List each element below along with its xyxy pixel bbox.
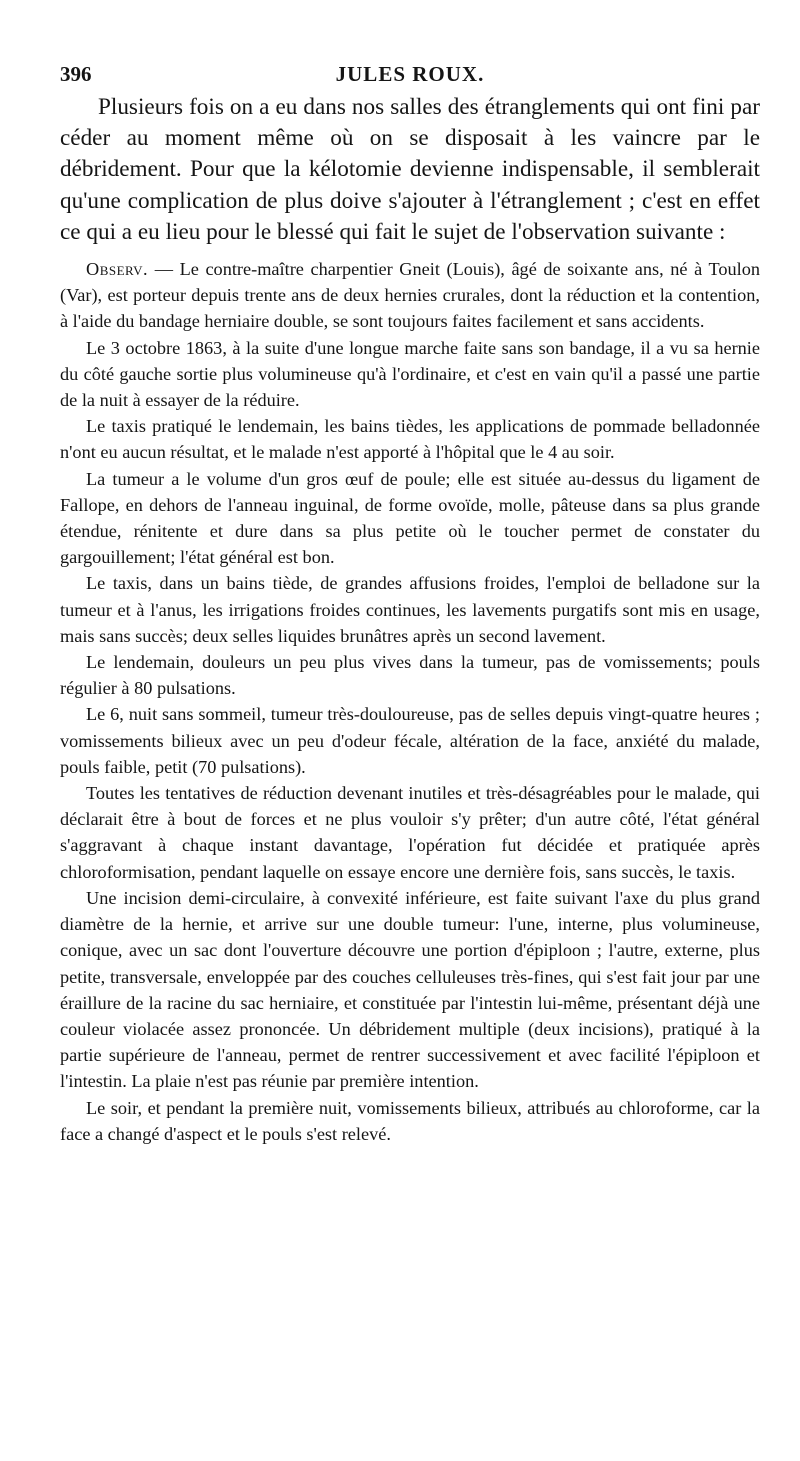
page — [60, 58, 760, 1147]
intro-paragraph: Plusieurs fois on a eu dans nos salles des étranglements qui ont fini par céder au moment même où on se disposait à les vaincre par le débridement. Pour que la kélotomie devienne indispensable, il semblerait qu'une complication de plus doive s'ajouter à l'étranglement ; c'est en effet ce qui a eu lieu pour le blessé qui fait le sujet de l'observation suivante : — [60, 94, 760, 245]
paragraph-6: Le 6, nuit sans sommeil, tumeur très-douloureuse, pas de selles depuis vingt-quatre heures ; vomissements bilieux avec un peu d'odeur fécale, altération de la face, anxiété du malade, pouls faible, petit (70 pulsations). — [60, 704, 760, 777]
observation-first-paragraph: — Le contre-maître charpentier Gneit (Louis), âgé de soixante ans, né à Toulon (Var), est porteur depuis trente ans de deux hernies crurales, dont la réduction et la contention, à l'aide du bandage herniaire double, se sont toujours faites facilement et sans accidents. — [60, 259, 760, 332]
paragraph-1: Le 3 octobre 1863, à la suite d'une longue marche faite sans son bandage, il a vu sa hernie du côté gauche sortie plus volumineuse qu'à l'ordinaire, et c'est en vain qu'il a passé une partie de la nuit à essayer de la réduire. — [60, 337, 760, 411]
paragraph-7: Toutes les tentatives de réduction devenant inutiles et très-désagréables pour le malade, qui déclarait être à bout de forces et ne plus vouloir s'y prêter; d'un autre côté, l'état général s'aggravant à chaque instant davantage, l'opération fut décidée et pratiquée après chloroformisation, pendant laquelle on essaye encore une dernière fois, sans succès, le taxis. — [60, 783, 760, 882]
paragraph-3: La tumeur a le volume d'un gros œuf de poule; elle est située au-dessus du ligament de Fallope, en dehors de l'anneau inguinal, de forme ovoïde, molle, pâteuse dans sa plus grande étendue, rénitente et dure dans sa plus petite où le toucher permet de constater du gargouillement; l'état général est bon. — [60, 468, 760, 568]
running-title: JULES ROUX. — [335, 62, 485, 86]
page-number: 396 — [60, 62, 92, 86]
observation-paragraph — [60, 256, 760, 335]
paragraph-4: Le taxis, dans un bains tiède, de grandes affusions froides, l'emploi de belladone sur la tumeur et à l'anus, les irrigations froides continues, les lavements purgatifs sont mis en usage, mais sans succès; deux selles liquides brunâtres après un second lavement. — [60, 573, 760, 646]
paragraph-2: Le taxis pratiqué le lendemain, les bains tièdes, les applications de pommade belladonnée n'ont eu aucun résultat, et le malade n'est apporté à l'hôpital que le 4 au soir. — [60, 416, 760, 463]
paragraph-8: Une incision demi-circulaire, à convexité inférieure, est faite suivant l'axe du plus grand diamètre de la hernie, et arrive sur une double tumeur: l'une, interne, plus volumineuse, conique, avec un sac dont l'ouverture découvre une portion d'épiploon ; l'autre, externe, plus petite, transversale, enveloppée par des couches celluleuses très-fines, qui s'est fait jour par une éraillure de la racine du sac herniaire, et constituée par l'intestin lui-même, présentant déjà une couleur violacée assez prononcée. Un débridement multiple (deux incisions), pratiqué à la partie supérieure de l'anneau, permet de rentrer successivement et avec facilité l'épiploon et l'intestin. La plaie n'est pas réunie par première intention. — [60, 887, 760, 1092]
paragraph-5: Le lendemain, douleurs un peu plus vives dans la tumeur, pas de vomissements; pouls régulier à 80 pulsations. — [60, 652, 760, 699]
page-header — [60, 58, 760, 92]
observation-label: Observ. — [86, 259, 149, 280]
paragraph-9: Le soir, et pendant la première nuit, vomissements bilieux, attribués au chloroforme, car la face a changé d'aspect et le pouls s'est relevé. — [60, 1097, 760, 1144]
